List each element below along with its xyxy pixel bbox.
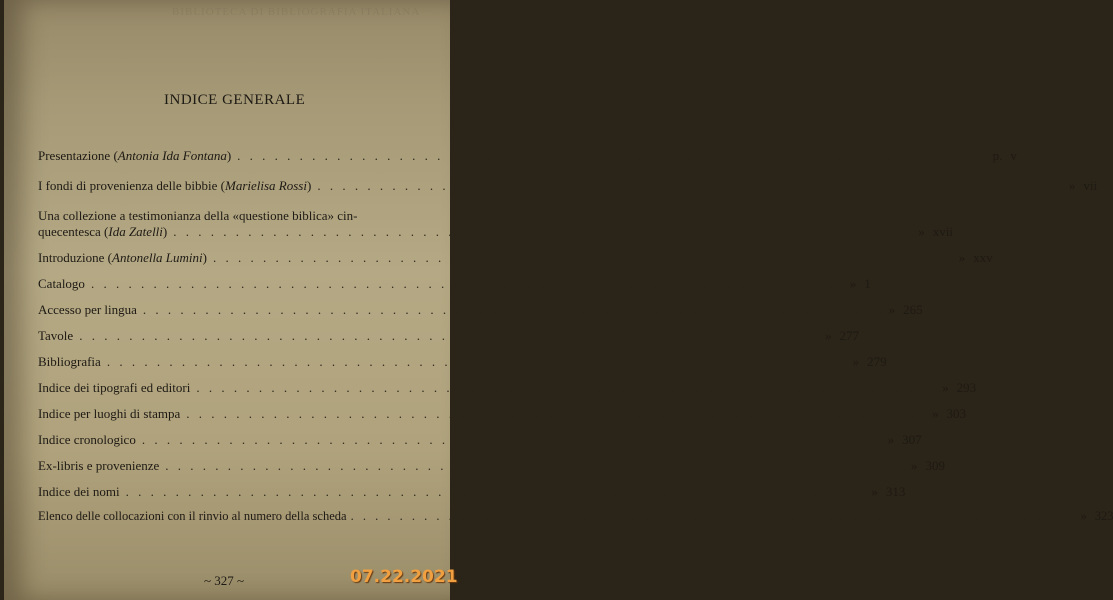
page-number: 279 <box>867 354 887 369</box>
page-prefix: » <box>911 458 918 473</box>
toc-entry: Catalogo . . . » 1 <box>38 276 428 292</box>
page-number: 309 <box>925 458 946 473</box>
toc-entry: Ex-libris e provenienze . . . » 309 <box>38 458 428 474</box>
page-prefix: » <box>871 484 878 499</box>
book-page <box>4 0 1113 600</box>
entry-author: Marielisa Rossi <box>225 178 307 193</box>
page-number: 323 <box>1094 509 1113 523</box>
entry-author: Antonella Lumini <box>112 250 203 265</box>
toc-entry: Indice dei tipografi ed editori . . . » 293 <box>38 380 428 396</box>
page-folio: ~ 327 ~ <box>204 573 245 588</box>
page-prefix: » <box>1080 509 1087 523</box>
entry-author: Ida Zatelli <box>108 224 163 239</box>
page-prefix: » <box>887 432 895 447</box>
toc-entry: Elenco delle collocazioni con il rinvio al numero della scheda . . . » 323 <box>38 508 428 524</box>
toc-entry: Presentazione (Antonia Ida Fontana) . . . p. v <box>38 148 428 164</box>
toc-entry: Indice dei nomi . . . » 313 <box>38 484 428 500</box>
entry-author: Antonia Ida Fontana <box>117 148 227 163</box>
page-prefix: » <box>852 354 860 369</box>
toc-entry: I fondi di provenienza delle bibbie (Marielisa Rossi) . . . » vii <box>38 178 428 194</box>
toc-entry: Bibliografia . . . » 279 <box>38 354 428 370</box>
toc-entry: Indice cronologico . . . » 307 <box>38 432 428 448</box>
page-prefix: » <box>849 276 857 291</box>
page-number: 313 <box>885 484 906 499</box>
toc-entry: Tavole . . . » 277 <box>38 328 428 344</box>
page-prefix: » <box>958 250 966 265</box>
page-prefix: » <box>824 328 832 343</box>
page-prefix: » <box>932 406 939 421</box>
page-number: 1 <box>864 276 871 291</box>
toc-entry: Introduzione (Antonella Lumini) . . . » xxv <box>38 250 428 266</box>
page-number: 277 <box>839 328 859 343</box>
page-prefix: » <box>1068 178 1076 193</box>
page-prefix: » <box>918 224 925 239</box>
page-number: v <box>1010 148 1017 163</box>
page-prefix: p. <box>992 148 1003 163</box>
date-stamp: 07.22.2021 <box>350 567 458 587</box>
page-prefix: » <box>888 302 896 317</box>
toc-entry: Una collezione a testimonianza della «questione biblica» cin- quecentesca (Ida Zatelli) . . . » xvii <box>38 208 428 240</box>
toc-entry: Accesso per lingua . . . » 265 <box>38 302 428 318</box>
page-title: INDICE GENERALE <box>164 92 306 108</box>
header-bleed-through: BIBLIOTECA DI BIBLIOGRAFIA ITALIANA <box>172 6 421 18</box>
page-number: 303 <box>946 406 966 421</box>
page-number: xvii <box>932 224 953 239</box>
page-number: 307 <box>902 432 922 447</box>
toc-entry: Indice per luoghi di stampa . . . » 303 <box>38 406 428 422</box>
page-prefix: » <box>942 380 949 395</box>
page-number: vii <box>1083 178 1098 193</box>
page-number: xxv <box>973 250 993 265</box>
page-number: 293 <box>956 380 977 395</box>
page-number: 265 <box>903 302 923 317</box>
